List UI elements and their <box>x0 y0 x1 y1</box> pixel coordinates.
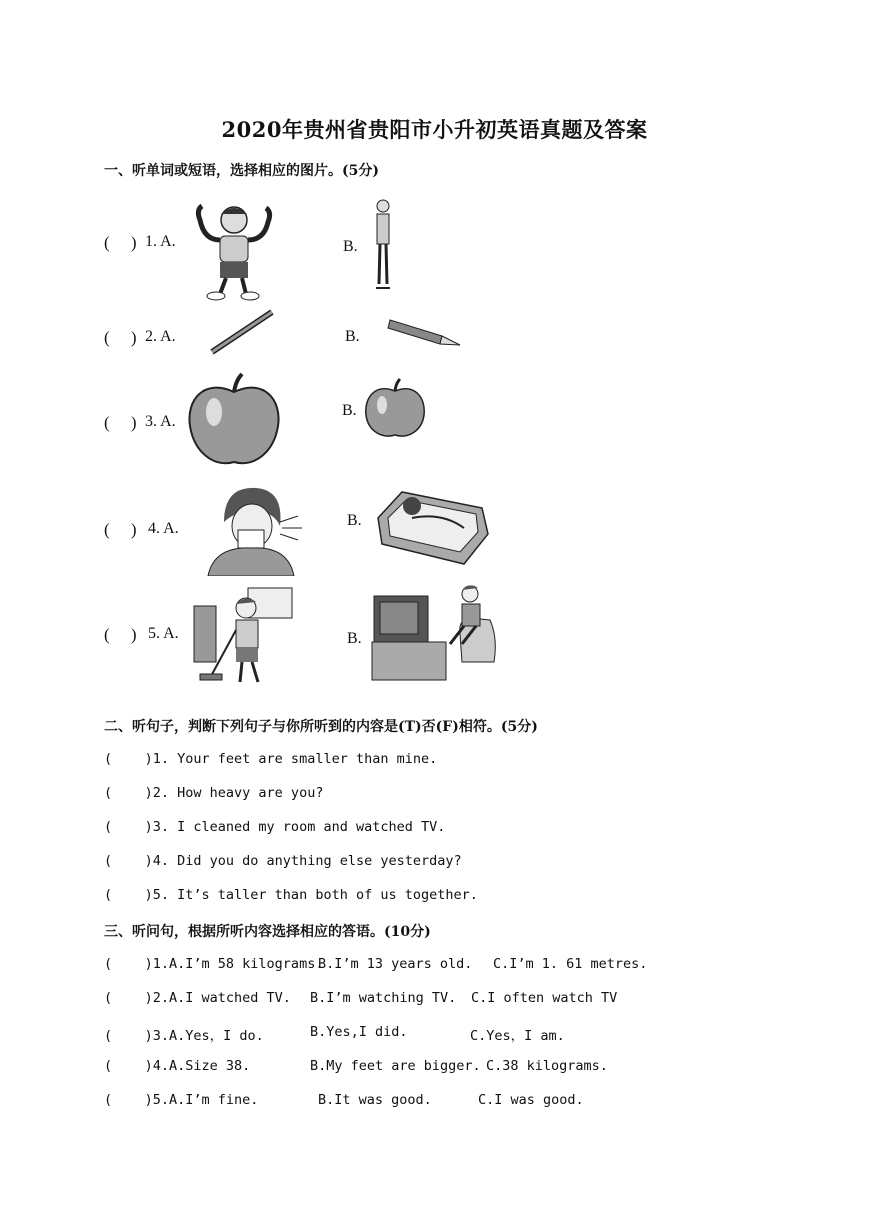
s3-q4-option-a: ( )4.A.Size 38. <box>104 1058 251 1074</box>
s1-item4-label-b: B. <box>347 512 362 529</box>
s3-q5-option-a: ( )5.A.I’m fine. <box>104 1092 259 1108</box>
s3-q3-option-c: C.Yes，I am. <box>470 1028 565 1044</box>
s1-item3-paren: ( ) <box>104 413 137 432</box>
s3-q1-option-c: C.I’m 1. 61 metres. <box>493 956 648 972</box>
s1-item3-label-a: 3. A. <box>145 413 176 430</box>
big-apple-picture <box>184 370 284 470</box>
short-pencil-picture <box>386 312 464 348</box>
s1-item5-label-a: 5. A. <box>148 625 179 642</box>
s1-item4-label-a: 4. A. <box>148 520 179 537</box>
s3-q5-option-b: B.It was good. <box>318 1092 432 1108</box>
s1-item2-paren: ( ) <box>104 328 137 347</box>
long-pencil-picture <box>206 306 278 356</box>
s3-q4-option-b: B.My feet are bigger. <box>310 1058 481 1074</box>
s1-item5-paren: ( ) <box>104 625 137 644</box>
s3-q2-option-c: C.I often watch TV <box>471 990 618 1006</box>
boy-cleaning-picture <box>192 586 296 688</box>
section2-heading: 二、听句子，判断下列句子与你所听到的内容是(T)否(F)相符。(5分) <box>104 719 538 735</box>
s1-item5-label-b: B. <box>347 630 362 647</box>
sleeping-in-bed-picture <box>372 478 492 568</box>
strong-boy-picture <box>188 198 280 302</box>
section1-heading: 一、听单词或短语，选择相应的图片。(5分) <box>104 163 379 179</box>
s3-q3-option-a: ( )3.A.Yes，I do. <box>104 1028 264 1044</box>
boy-watching-tv-picture <box>370 578 500 682</box>
s2-question-3: ( )3. I cleaned my room and watched TV. <box>104 819 446 835</box>
section3-heading: 三、听问句，根据所听内容选择相应的答语。(10分) <box>104 924 431 940</box>
s1-item2-label-b: B. <box>345 328 360 345</box>
s3-q1-option-a: ( )1.A.I’m 58 kilograms. <box>104 956 324 972</box>
sneezing-woman-picture <box>204 482 304 576</box>
s1-item2-label-a: 2. A. <box>145 328 176 345</box>
thin-man-picture <box>370 196 396 292</box>
s3-q5-option-c: C.I was good. <box>478 1092 584 1108</box>
s2-question-2: ( )2. How heavy are you? <box>104 785 324 801</box>
s2-question-5: ( )5. It’s taller than both of us together. <box>104 887 478 903</box>
s1-item1-paren: ( ) <box>104 233 137 252</box>
s2-question-1: ( )1. Your feet are smaller than mine. <box>104 751 438 767</box>
s3-q3-option-b: B.Yes,I did. <box>310 1024 408 1040</box>
s3-q4-option-c: C.38 kilograms. <box>486 1058 608 1074</box>
s3-q2-option-a: ( )2.A.I watched TV. <box>104 990 291 1006</box>
s1-item4-paren: ( ) <box>104 520 137 539</box>
s1-item1-label-b: B. <box>343 238 358 255</box>
s1-item1-label-a: 1. A. <box>145 233 176 250</box>
s3-q1-option-b: B.I’m 13 years old. <box>318 956 473 972</box>
s1-item3-label-b: B. <box>342 402 357 419</box>
page-title: 2020年贵州省贵阳市小升初英语真题及答案 <box>221 117 648 142</box>
s3-q2-option-b: B.I’m watching TV. <box>310 990 457 1006</box>
s2-question-4: ( )4. Did you do anything else yesterday? <box>104 853 462 869</box>
small-apple-picture <box>362 377 428 441</box>
